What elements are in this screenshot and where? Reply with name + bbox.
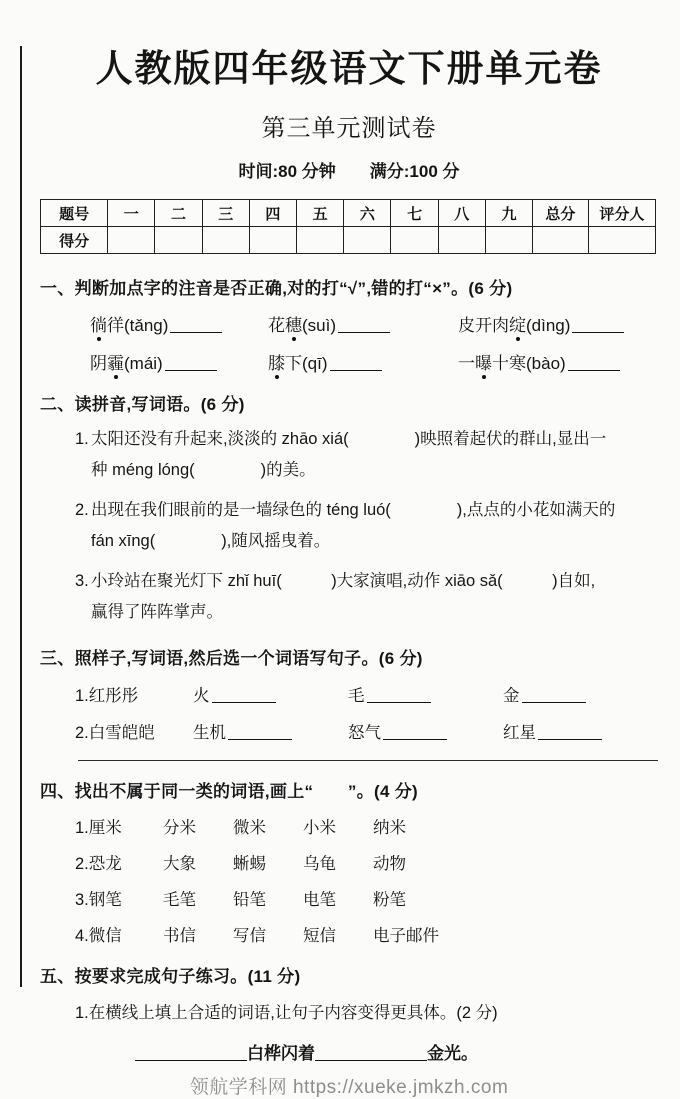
score-cell <box>155 227 202 254</box>
pinyin-item <box>458 311 658 336</box>
pinyin-item <box>90 311 268 336</box>
score-table-header-cell: 七 <box>391 200 438 227</box>
item-text: (dìng) <box>526 316 571 335</box>
word: 大象 <box>163 855 196 873</box>
exam-page <box>40 38 658 1099</box>
item-text: 十寒(bào) <box>492 354 566 373</box>
pattern-word <box>193 719 348 743</box>
answer-blank <box>338 318 390 333</box>
score-table <box>40 199 656 254</box>
watermark: 领航学科网 https://xueke.jmkzh.com <box>189 1077 509 1098</box>
item-text: 金 <box>503 687 520 705</box>
score-table-header-cell: 三 <box>202 200 249 227</box>
item-text: 赢得了阵阵掌声。 <box>91 603 223 621</box>
exam-full-score: 满分:100 分 <box>369 162 460 181</box>
item-text: 皮开肉 <box>458 316 509 335</box>
pattern-word <box>503 719 658 743</box>
pattern-row <box>40 682 658 706</box>
word: 1.厘米 <box>75 819 122 837</box>
score-cell <box>438 227 485 254</box>
item-text: 一 <box>458 354 475 373</box>
score-table-header-cell: 五 <box>297 200 344 227</box>
answer-blank <box>212 688 276 703</box>
question-item <box>40 566 658 597</box>
question-item <box>40 495 658 526</box>
page-title: 人教版四年级语文下册单元卷 <box>95 49 603 90</box>
answer-blank <box>135 1046 247 1061</box>
item-text: 毛 <box>348 687 365 705</box>
word-category-row <box>40 922 658 946</box>
word: 小米 <box>303 819 336 837</box>
item-text: (mái) <box>124 354 163 373</box>
exam-meta <box>40 157 658 182</box>
pinyin-item <box>458 349 658 374</box>
pattern-word <box>348 719 503 743</box>
scan-edge-line <box>20 46 22 987</box>
section-1-heading: 一、判断加点字的注音是否正确,对的打“√”,错的打“×”。(6 分) <box>40 279 513 298</box>
score-table-header-cell: 六 <box>344 200 391 227</box>
answer-blank <box>315 1046 427 1061</box>
score-cell <box>249 227 296 254</box>
answer-blank <box>538 725 602 740</box>
word: 短信 <box>303 927 336 945</box>
answer-blank <box>228 725 292 740</box>
word: 动物 <box>373 855 406 873</box>
word: 粉笔 <box>373 891 406 909</box>
score-table-header-cell: 九 <box>485 200 532 227</box>
pinyin-item <box>268 311 458 336</box>
item-text: 花 <box>268 316 285 335</box>
page-subtitle: 第三单元测试卷 <box>261 115 437 142</box>
word: 写信 <box>233 927 266 945</box>
answer-blank <box>522 688 586 703</box>
section-1-items <box>40 311 658 374</box>
pattern-example: 1.红彤彤 <box>75 687 139 705</box>
score-cell <box>297 227 344 254</box>
score-cell <box>485 227 532 254</box>
score-table-header-cell: 二 <box>155 200 202 227</box>
score-table-header-cell: 总分 <box>533 200 589 227</box>
item-number: 2. <box>75 501 89 519</box>
dotted-char: 穗 <box>285 311 302 336</box>
item-number: 1. <box>75 430 89 448</box>
answer-blank <box>383 725 447 740</box>
section-4-heading: 四、找出不属于同一类的词语,画上“ ”。(4 分) <box>40 782 419 801</box>
answer-blank <box>170 318 222 333</box>
item-text: 种 méng lóng( )的美。 <box>91 461 316 479</box>
word: 电子邮件 <box>373 927 439 945</box>
score-table-header-cell: 一 <box>108 200 155 227</box>
word: 分米 <box>163 819 196 837</box>
word-category-row <box>40 814 658 838</box>
word: 书信 <box>163 927 196 945</box>
pattern-word <box>348 682 503 706</box>
answer-blank <box>330 356 382 371</box>
score-table-header-cell: 题号 <box>41 200 108 227</box>
word-category-row <box>40 886 658 910</box>
score-table-score-row <box>41 227 656 254</box>
score-table-header-cell: 评分人 <box>588 200 655 227</box>
item-text: fán xīng( ),随风摇曳着。 <box>91 532 331 550</box>
score-table-header-cell: 八 <box>438 200 485 227</box>
section-divider-line <box>78 760 658 761</box>
pinyin-item <box>90 349 268 374</box>
section-3-heading: 三、照样子,写词语,然后选一个词语写句子。(6 分) <box>40 649 423 668</box>
question-item: 1.在横线上填上合适的词语,让句子内容变得更具体。(2 分) <box>75 1004 498 1022</box>
answer-blank <box>572 318 624 333</box>
item-text: 徉(tǎng) <box>107 316 169 335</box>
word: 乌龟 <box>303 855 336 873</box>
item-text: 红星 <box>503 724 536 742</box>
dotted-char: 绽 <box>509 311 526 336</box>
score-cell <box>344 227 391 254</box>
item-text: (suì) <box>302 316 336 335</box>
word: 蜥蜴 <box>233 855 266 873</box>
pattern-word <box>193 682 348 706</box>
score-cell <box>391 227 438 254</box>
score-row-label: 得分 <box>41 227 108 254</box>
exam-time: 时间:80 分钟 <box>238 162 336 181</box>
answer-blank <box>367 688 431 703</box>
item-text: 金光。 <box>427 1044 478 1063</box>
pattern-word <box>503 682 658 706</box>
word: 2.恐龙 <box>75 855 122 873</box>
question-item <box>40 424 658 455</box>
section-5-heading: 五、按要求完成句子练习。(11 分) <box>40 967 301 986</box>
word: 纳米 <box>373 819 406 837</box>
pinyin-item <box>268 349 458 374</box>
item-text: 小玲站在聚光灯下 zhǐ huī( )大家演唱,动作 xiāo sǎ( )自如, <box>91 572 596 590</box>
answer-blank <box>568 356 620 371</box>
item-text: 阴 <box>90 354 107 373</box>
score-cell <box>202 227 249 254</box>
dotted-char: 霾 <box>107 349 124 374</box>
score-cell <box>588 227 655 254</box>
item-text: 白桦闪着 <box>247 1044 315 1063</box>
dotted-char: 膝 <box>268 349 285 374</box>
answer-blank <box>165 356 217 371</box>
item-number: 3. <box>75 572 89 590</box>
word: 4.微信 <box>75 927 122 945</box>
word: 3.钢笔 <box>75 891 122 909</box>
item-text: 火 <box>193 687 210 705</box>
word: 铅笔 <box>233 891 266 909</box>
score-cell <box>533 227 589 254</box>
score-table-header-row <box>41 200 656 227</box>
word: 微米 <box>233 819 266 837</box>
pattern-row <box>40 719 658 743</box>
score-cell <box>108 227 155 254</box>
dotted-char: 曝 <box>475 349 492 374</box>
section-2-heading: 二、读拼音,写词语。(6 分) <box>40 395 245 414</box>
pattern-example: 2.白雪皑皑 <box>75 724 155 742</box>
item-text: 怒气 <box>348 724 381 742</box>
fill-in-sentence <box>40 1039 658 1064</box>
item-text: 出现在我们眼前的是一墙绿色的 téng luó( ),点点的小花如满天的 <box>91 501 616 519</box>
dotted-char: 徜 <box>90 311 107 336</box>
item-text: 下(qī) <box>285 354 328 373</box>
word: 毛笔 <box>163 891 196 909</box>
word: 电笔 <box>303 891 336 909</box>
score-table-header-cell: 四 <box>249 200 296 227</box>
item-text: 太阳还没有升起来,淡淡的 zhāo xiá( )映照着起伏的群山,显出一 <box>91 430 607 448</box>
word-category-row <box>40 850 658 874</box>
item-text: 生机 <box>193 724 226 742</box>
